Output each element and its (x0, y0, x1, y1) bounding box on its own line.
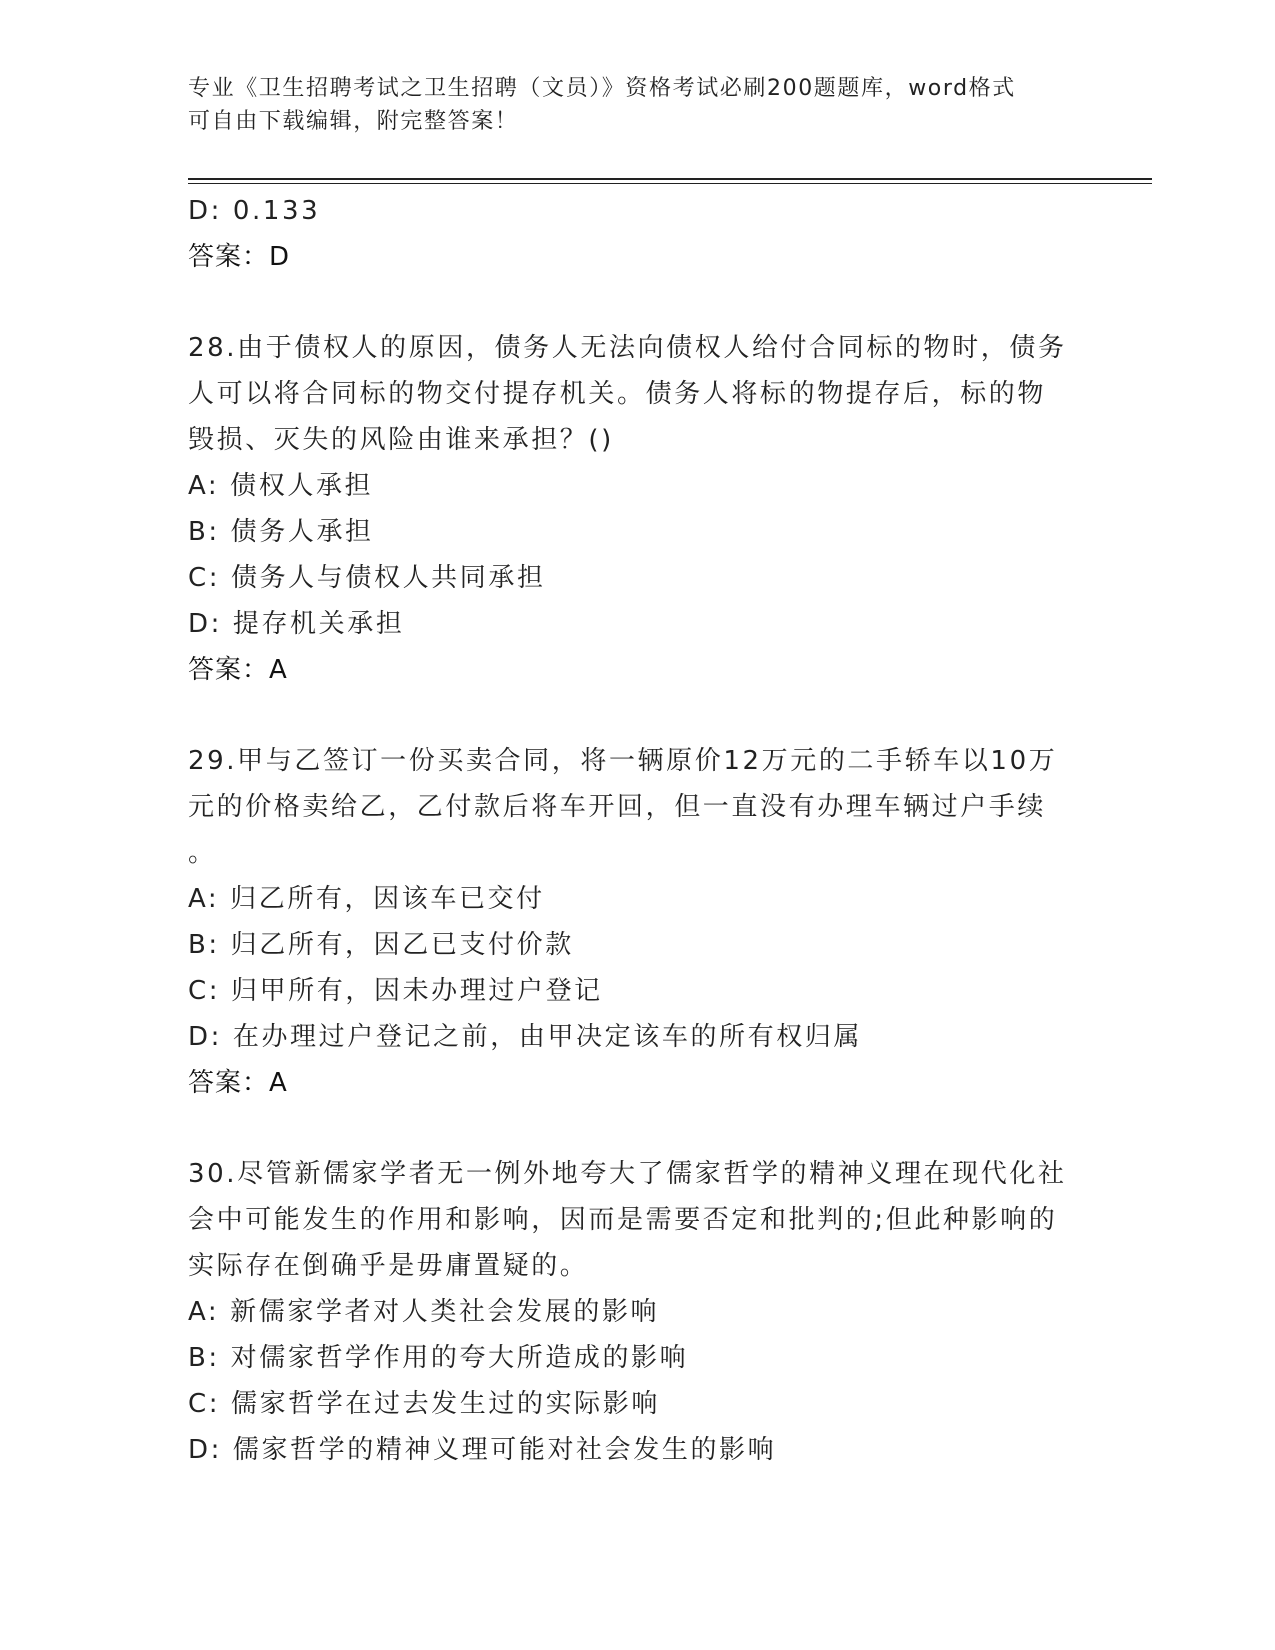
question-text-line: 28.由于债权人的原因，债务人无法向债权人给付合同标的物时，债务 (188, 333, 1067, 363)
answer: 答案：A (188, 1068, 288, 1098)
question-text-line: 元的价格卖给乙，乙付款后将车开回，但一直没有办理车辆过户手续 (188, 792, 1047, 822)
option-c: C: 债务人与债权人共同承担 (188, 563, 546, 593)
question-text-line: 人可以将合同标的物交付提存机关。债务人将标的物提存后，标的物 (188, 379, 1047, 409)
option-d: D: 在办理过户登记之前，由甲决定该车的所有权归属 (188, 1022, 863, 1052)
question-text-line: 实际存在倒确乎是毋庸置疑的。 (188, 1251, 589, 1281)
header-line-1: 专业《卫生招聘考试之卫生招聘（文员）》资格考试必刷200题题库，word格式 (188, 76, 1016, 101)
spacer (188, 280, 1088, 325)
prev-option-d: D: 0.133 (188, 196, 321, 226)
option-d: D: 儒家哲学的精神义理可能对社会发生的影响 (188, 1435, 777, 1465)
option-b: B: 归乙所有，因乙已支付价款 (188, 930, 574, 960)
page-header (188, 72, 1068, 138)
spacer (188, 1106, 1088, 1151)
spacer (188, 693, 1088, 738)
question-29 (188, 738, 1088, 1106)
option-c: C: 归甲所有，因未办理过户登记 (188, 976, 603, 1006)
option-a: A: 新儒家学者对人类社会发展的影响 (188, 1297, 660, 1327)
option-d: D: 提存机关承担 (188, 609, 405, 639)
header-rule-thick (188, 178, 1152, 180)
question-text-line: 29.甲与乙签订一份买卖合同，将一辆原价12万元的二手轿车以10万 (188, 746, 1058, 776)
option-c: C: 儒家哲学在过去发生过的实际影响 (188, 1389, 660, 1419)
question-30 (188, 1151, 1088, 1473)
answer: 答案：A (188, 655, 288, 685)
question-28 (188, 325, 1088, 693)
option-b: B: 对儒家哲学作用的夸大所造成的影响 (188, 1343, 689, 1373)
option-a: A: 归乙所有，因该车已交付 (188, 884, 545, 914)
option-b: B: 债务人承担 (188, 517, 374, 547)
header-rule-thin (188, 183, 1152, 184)
question-text-line: 毁损、灭失的风险由谁来承担？() (188, 425, 614, 455)
option-a: A: 债权人承担 (188, 471, 374, 501)
page-content (188, 188, 1088, 1473)
question-text-line: 30.尽管新儒家学者无一例外地夸大了儒家哲学的精神义理在现代化社 (188, 1159, 1067, 1189)
question-text-line: 会中可能发生的作用和影响，因而是需要否定和批判的;但此种影响的 (188, 1205, 1058, 1235)
prev-answer: 答案：D (188, 242, 291, 272)
question-text-line: 。 (188, 838, 217, 868)
header-line-2: 可自由下载编辑，附完整答案！ (188, 109, 519, 134)
